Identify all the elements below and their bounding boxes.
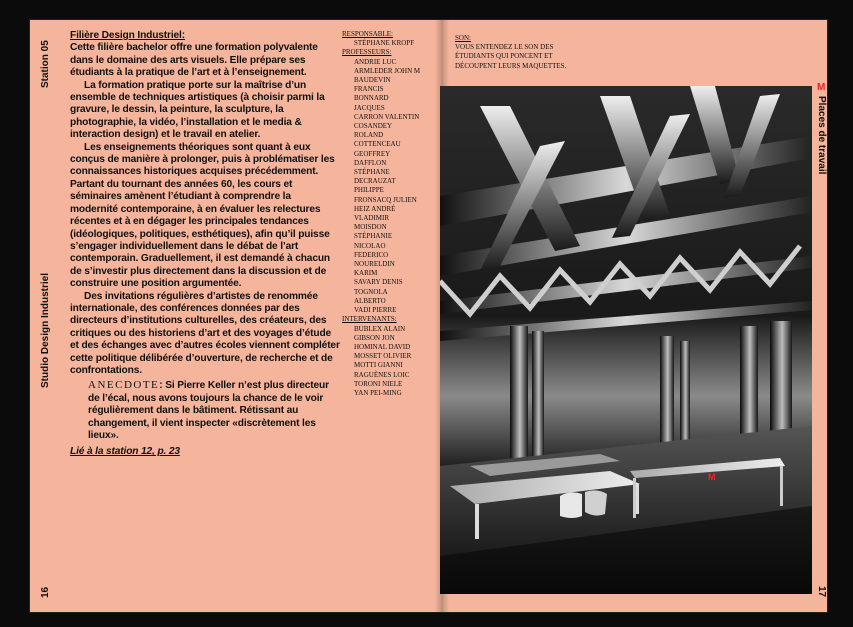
responsable-name: STÉPHANE KROPF [354,39,415,48]
anecdote-label: ANECDOTE [88,379,160,392]
professeur-name: JACQUES [354,103,385,112]
professeur-name: ROLAND [354,131,384,140]
professeur-name: KARIM [354,269,378,278]
article-body [70,30,340,459]
professeur-name: FRANCIS [354,85,384,94]
magazine-spread [30,20,827,612]
professeur-name: FEDERICO [354,250,389,259]
page-number-right: 17 [816,586,827,598]
red-marker: M [817,82,826,93]
professeur-name: DAFFLON [354,158,387,167]
professeur-name: FRONSACQ JULIEN [354,195,417,204]
anecdote-block [70,379,340,442]
professeur-name: STÉPHANE [354,168,390,177]
workshop-illustration-svg [440,86,812,594]
article-intro [70,30,340,80]
professeurs-list [342,58,434,316]
article-title: Filière Design Industriel: [70,30,185,41]
responsable-label: RESPONSABLE: [342,30,393,38]
intervenant-name: GIBSON JON [354,333,395,342]
intervenants-list [342,325,434,399]
professeur-name: COTTENCEAU [354,140,401,149]
paragraph-2: La formation pratique porte sur la maîtrise d’un ensemble de techniques artistiques (à choisir parmi la gravure, le dessin, la peinture, la sculpture, la photographie, la vidéo, l’installation et le media & interaction design) et le travail en atelier. [70,79,325,141]
intervenant-name: HOMINAL DAVID [354,342,411,351]
professeur-name: TOGNOLA [354,287,388,296]
intervenant-name: YAN PEI-MING [354,388,402,397]
professeur-name: BAUDEVIN [354,76,391,85]
son-label: SON: [455,34,471,42]
son-text: VOUS ENTENDEZ LE SON DES ÉTUDIANTS QUI PONCENT ET DÉCOUPENT LEURS MAQUETTES. [455,43,567,70]
intervenant-name: RAGUÈNES LOIC [354,370,410,379]
anecdote-text: : Si Pierre Keller n’est plus directeur de l’écal, nous avons toujours la chance de le voir régulièrement dans le bâtiment. Rétissant au changement, il vient inspecter «discrètement les lieux». [88,380,329,441]
intervenant-name: MOSSET OLIVIER [354,352,412,361]
intervenant-name: MOTTI GIANNI [354,361,403,370]
paragraph-4: Des invitations régulières d’artistes de renommée internationale, des conférences données par des directeurs d’institutions culturelles, des créateurs, des critiques ou des historiens d’art et des voyages d’étude et des échanges avec d’autres écoles viennent compléter cette politique délibérée d’ouverture, de recherche et de confrontations. [70,290,340,376]
intervenants-label: INTERVENANTS: [342,315,397,324]
professeur-name: ANDRIE LUC [354,57,397,66]
intervenant-name: BUBLEX ALAIN [354,324,406,333]
professeur-name: COSANDEY [354,122,393,131]
table-marker: M [708,472,716,482]
paragraph-3: Les enseignements théoriques sont quant à eux conçus de manière à prolonger, puis à problématiser les connaissances historiques acquises précédemment. Partant du tournant des années 60, les cours et séminaires amènent l’étudiant à comprendre la modernité contemporaine, à en évaluer les relectures récentes et à en dégager les principales tendances (idéologiques, politiques, esthétiques), afin qu’il puisse s’engager individuellement dans le débat de l’art contemporain. Graduellement, il est demandé à chacun de s’investir plus directement dans la discussion et de construire une position argumentée. [70,141,335,290]
professeur-name: NICOLAO [354,241,386,250]
professeur-name: DECRAUZAT [354,177,396,186]
professeur-name: NOURELDIN [354,260,395,269]
son-note [455,34,575,71]
paragraph-1: Cette filière bachelor offre une formation polyvalente dans le domaine des arts visuels. Elle prépare ses étudiants à la pratique de l’art et à l’enseignement. [70,42,318,79]
professeur-name: ARMLEDER JOHN M [354,66,421,75]
professeurs-label: PROFESSEURS: [342,48,392,57]
professeur-name: GEOFFREY [354,149,391,158]
station-link[interactable]: Lié à la station 12, p. 23 [70,446,180,458]
professeur-name: ALBERTO [354,296,386,305]
intervenant-name: TORONI NIELE [354,379,403,388]
workshop-illustration [440,86,812,594]
professeur-name: BONNARD [354,94,389,103]
professeur-name: VADI PIERRE [354,306,397,315]
professeur-name: PHILIPPE [354,186,384,195]
studio-label: Studio Design Industriel [40,272,51,388]
professeur-name: VLADIMIR [354,214,389,223]
credits-column [342,30,434,398]
station-label: Station 05 [40,40,51,88]
professeur-name: STÉPHANIE [354,232,393,241]
professeur-name: CARRON VALENTIN [354,112,420,121]
professeur-name: MOISDON [354,223,387,232]
professeur-name: SAVARY DENIS [354,278,403,287]
section-label: Places de travail [816,96,827,175]
page-number-left: 16 [40,586,51,598]
professeur-name: HEIZ ANDRÉ [354,204,396,213]
